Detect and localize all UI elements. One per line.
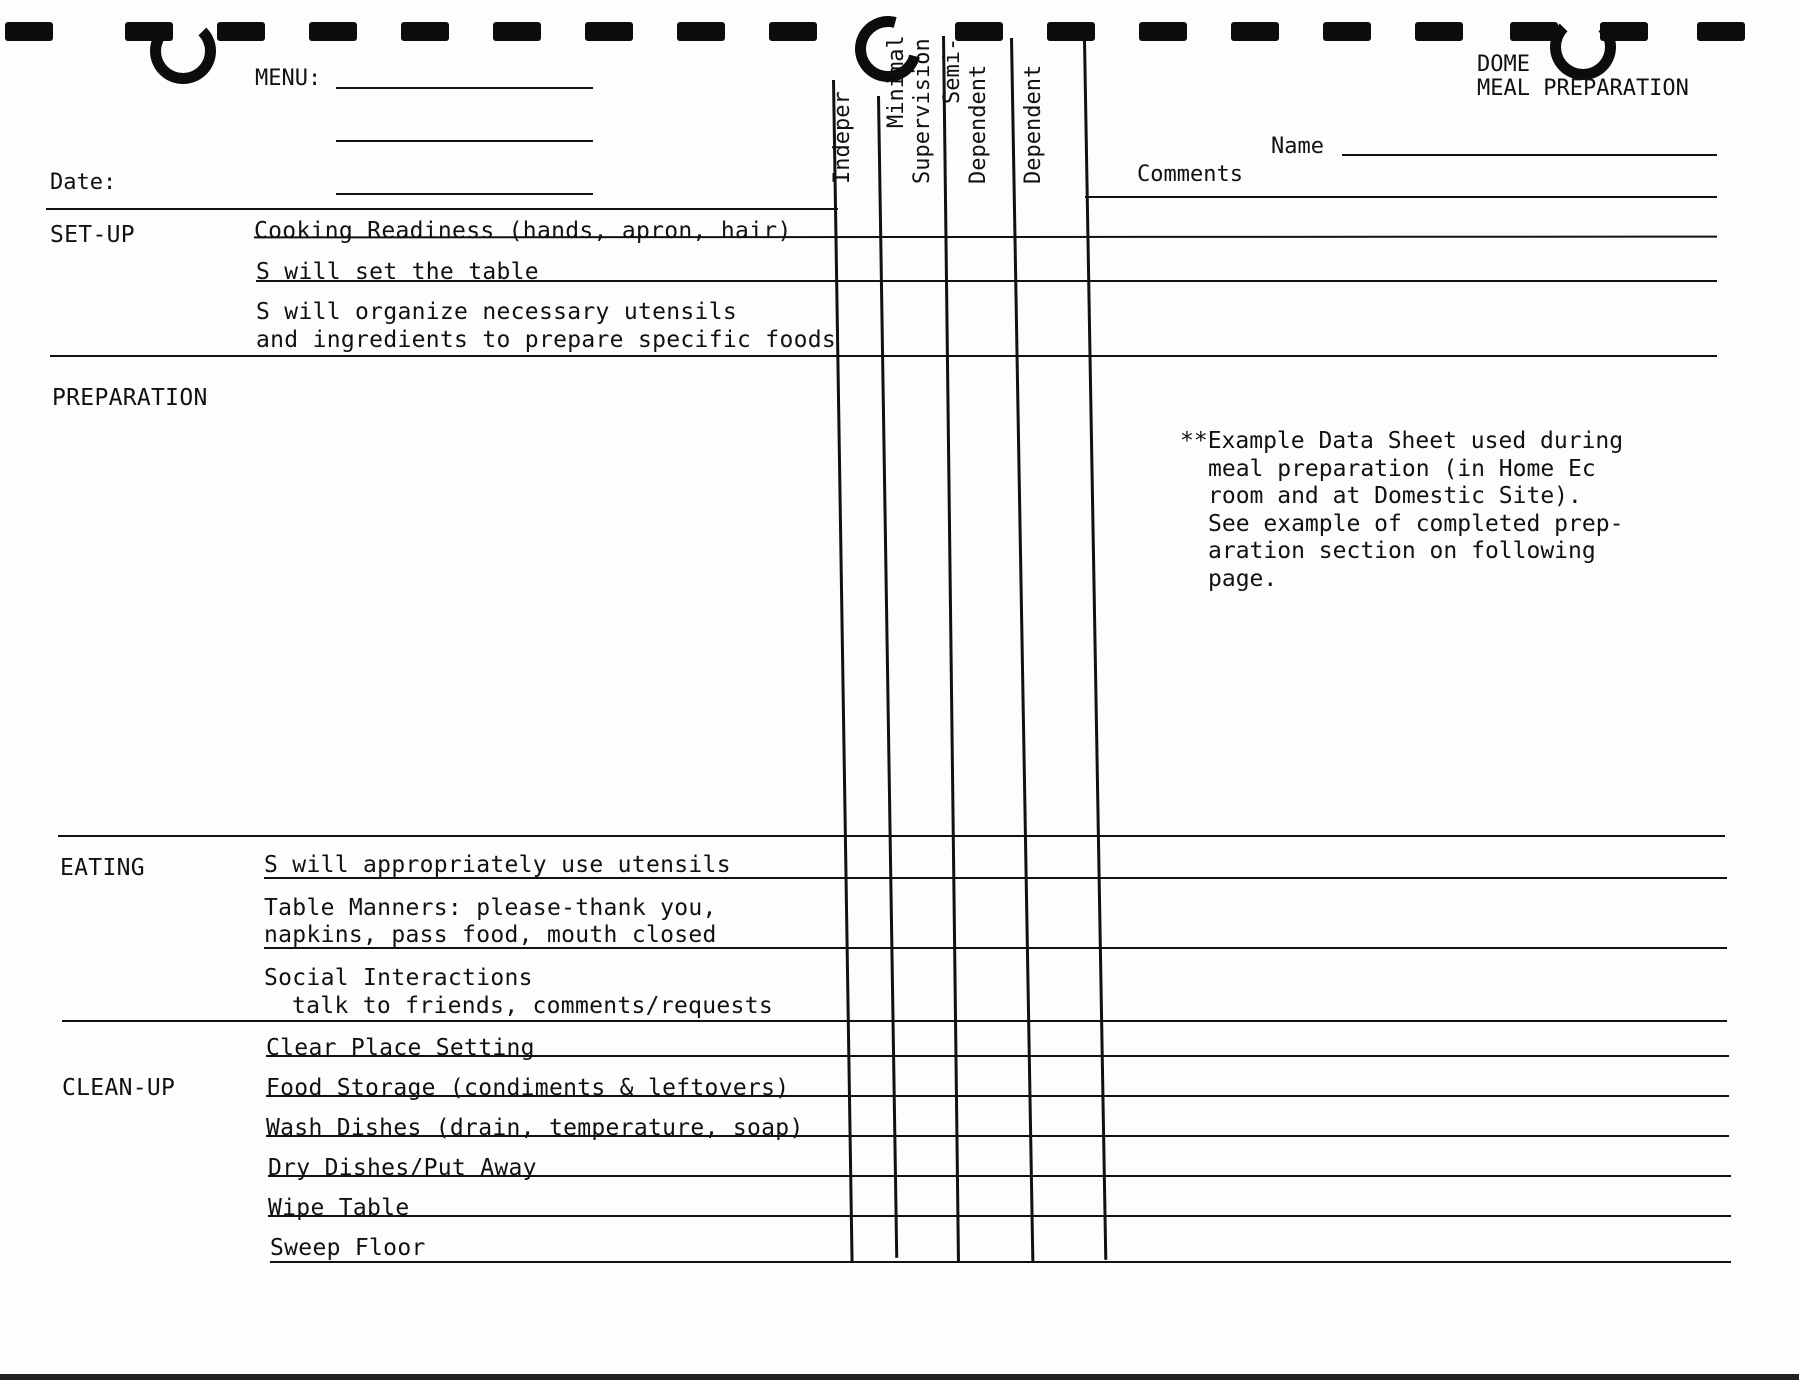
row-rule[interactable] — [266, 1055, 1729, 1057]
setup-item: S will organize necessary utensils — [256, 299, 738, 325]
eating-item: napkins, pass food, mouth closed — [264, 922, 717, 948]
column-divider — [942, 36, 960, 1262]
column-header-independent: Indeper — [830, 91, 855, 184]
eating-item: Table Manners: please-thank you, — [264, 895, 717, 921]
note-line: **Example Data Sheet used during — [1180, 428, 1624, 454]
punch-hole — [150, 18, 216, 84]
column-header-semi-dependent: Semi- Dependent — [940, 37, 991, 184]
row-rule[interactable] — [264, 947, 1727, 949]
row-rule[interactable] — [268, 1175, 1731, 1177]
column-divider — [1010, 38, 1034, 1262]
name-field-line[interactable] — [1342, 154, 1717, 156]
form-title-line1: DOME — [1477, 52, 1530, 77]
section-label-preparation: PREPARATION — [52, 385, 208, 411]
header-rule — [46, 208, 838, 210]
setup-item: Cooking Readiness (hands, apron, hair) — [254, 218, 792, 244]
note-line: page. — [1208, 565, 1278, 592]
name-label: Name — [1271, 134, 1324, 159]
cleanup-item: Food Storage (condiments & leftovers) — [266, 1075, 790, 1101]
row-rule[interactable] — [256, 280, 1717, 282]
column-divider — [1083, 40, 1107, 1260]
note-line: See example of completed prep- — [1208, 510, 1624, 537]
row-rule[interactable] — [268, 1215, 1731, 1217]
menu-field-line-1[interactable] — [336, 87, 593, 89]
menu-field-line-3[interactable] — [336, 193, 593, 195]
section-rule — [50, 355, 1717, 357]
row-rule[interactable] — [254, 236, 1717, 239]
setup-item: S will set the table — [256, 259, 539, 285]
section-rule — [58, 835, 1725, 837]
cleanup-item: Dry Dishes/Put Away — [268, 1155, 537, 1181]
cleanup-item: Wipe Table — [268, 1195, 410, 1221]
cleanup-item: Sweep Floor — [270, 1235, 426, 1261]
punch-hole — [1550, 14, 1616, 80]
comments-label: Comments — [1137, 162, 1243, 187]
column-header-minimal-supervision: Minimal Supervision — [884, 35, 935, 184]
section-label-cleanup: CLEAN-UP — [62, 1075, 176, 1101]
eating-item: S will appropriately use utensils — [264, 852, 731, 878]
eating-item: talk to friends, comments/requests — [292, 993, 774, 1019]
eating-item: Social Interactions — [264, 965, 533, 991]
column-divider — [832, 80, 854, 1262]
example-note — [1180, 428, 1623, 593]
menu-label: MENU: — [255, 66, 322, 91]
row-rule[interactable] — [264, 877, 1727, 879]
column-divider — [877, 96, 898, 1258]
column-header-dependent: Dependent — [1021, 64, 1046, 184]
header-rule — [1085, 196, 1717, 198]
page-bottom-edge — [0, 1374, 1799, 1380]
section-label-eating: EATING — [60, 855, 145, 881]
menu-field-line-2[interactable] — [336, 140, 593, 142]
cleanup-item: Wash Dishes (drain, temperature, soap) — [266, 1115, 804, 1141]
cleanup-item: Clear Place Setting — [266, 1035, 535, 1061]
section-rule — [62, 1020, 1727, 1022]
section-label-setup: SET-UP — [50, 222, 135, 248]
row-rule[interactable] — [266, 1095, 1729, 1097]
row-rule[interactable] — [270, 1261, 1731, 1263]
form-title-line2: MEAL PREPARATION — [1477, 76, 1689, 101]
setup-item: and ingredients to prepare specific foods — [256, 327, 837, 353]
date-label: Date: — [50, 170, 117, 195]
note-line: aration section on following — [1208, 538, 1596, 564]
note-line: room and at Domestic Site). — [1208, 483, 1582, 509]
row-rule[interactable] — [266, 1135, 1729, 1137]
note-line: meal preparation (in Home Ec — [1208, 455, 1596, 482]
